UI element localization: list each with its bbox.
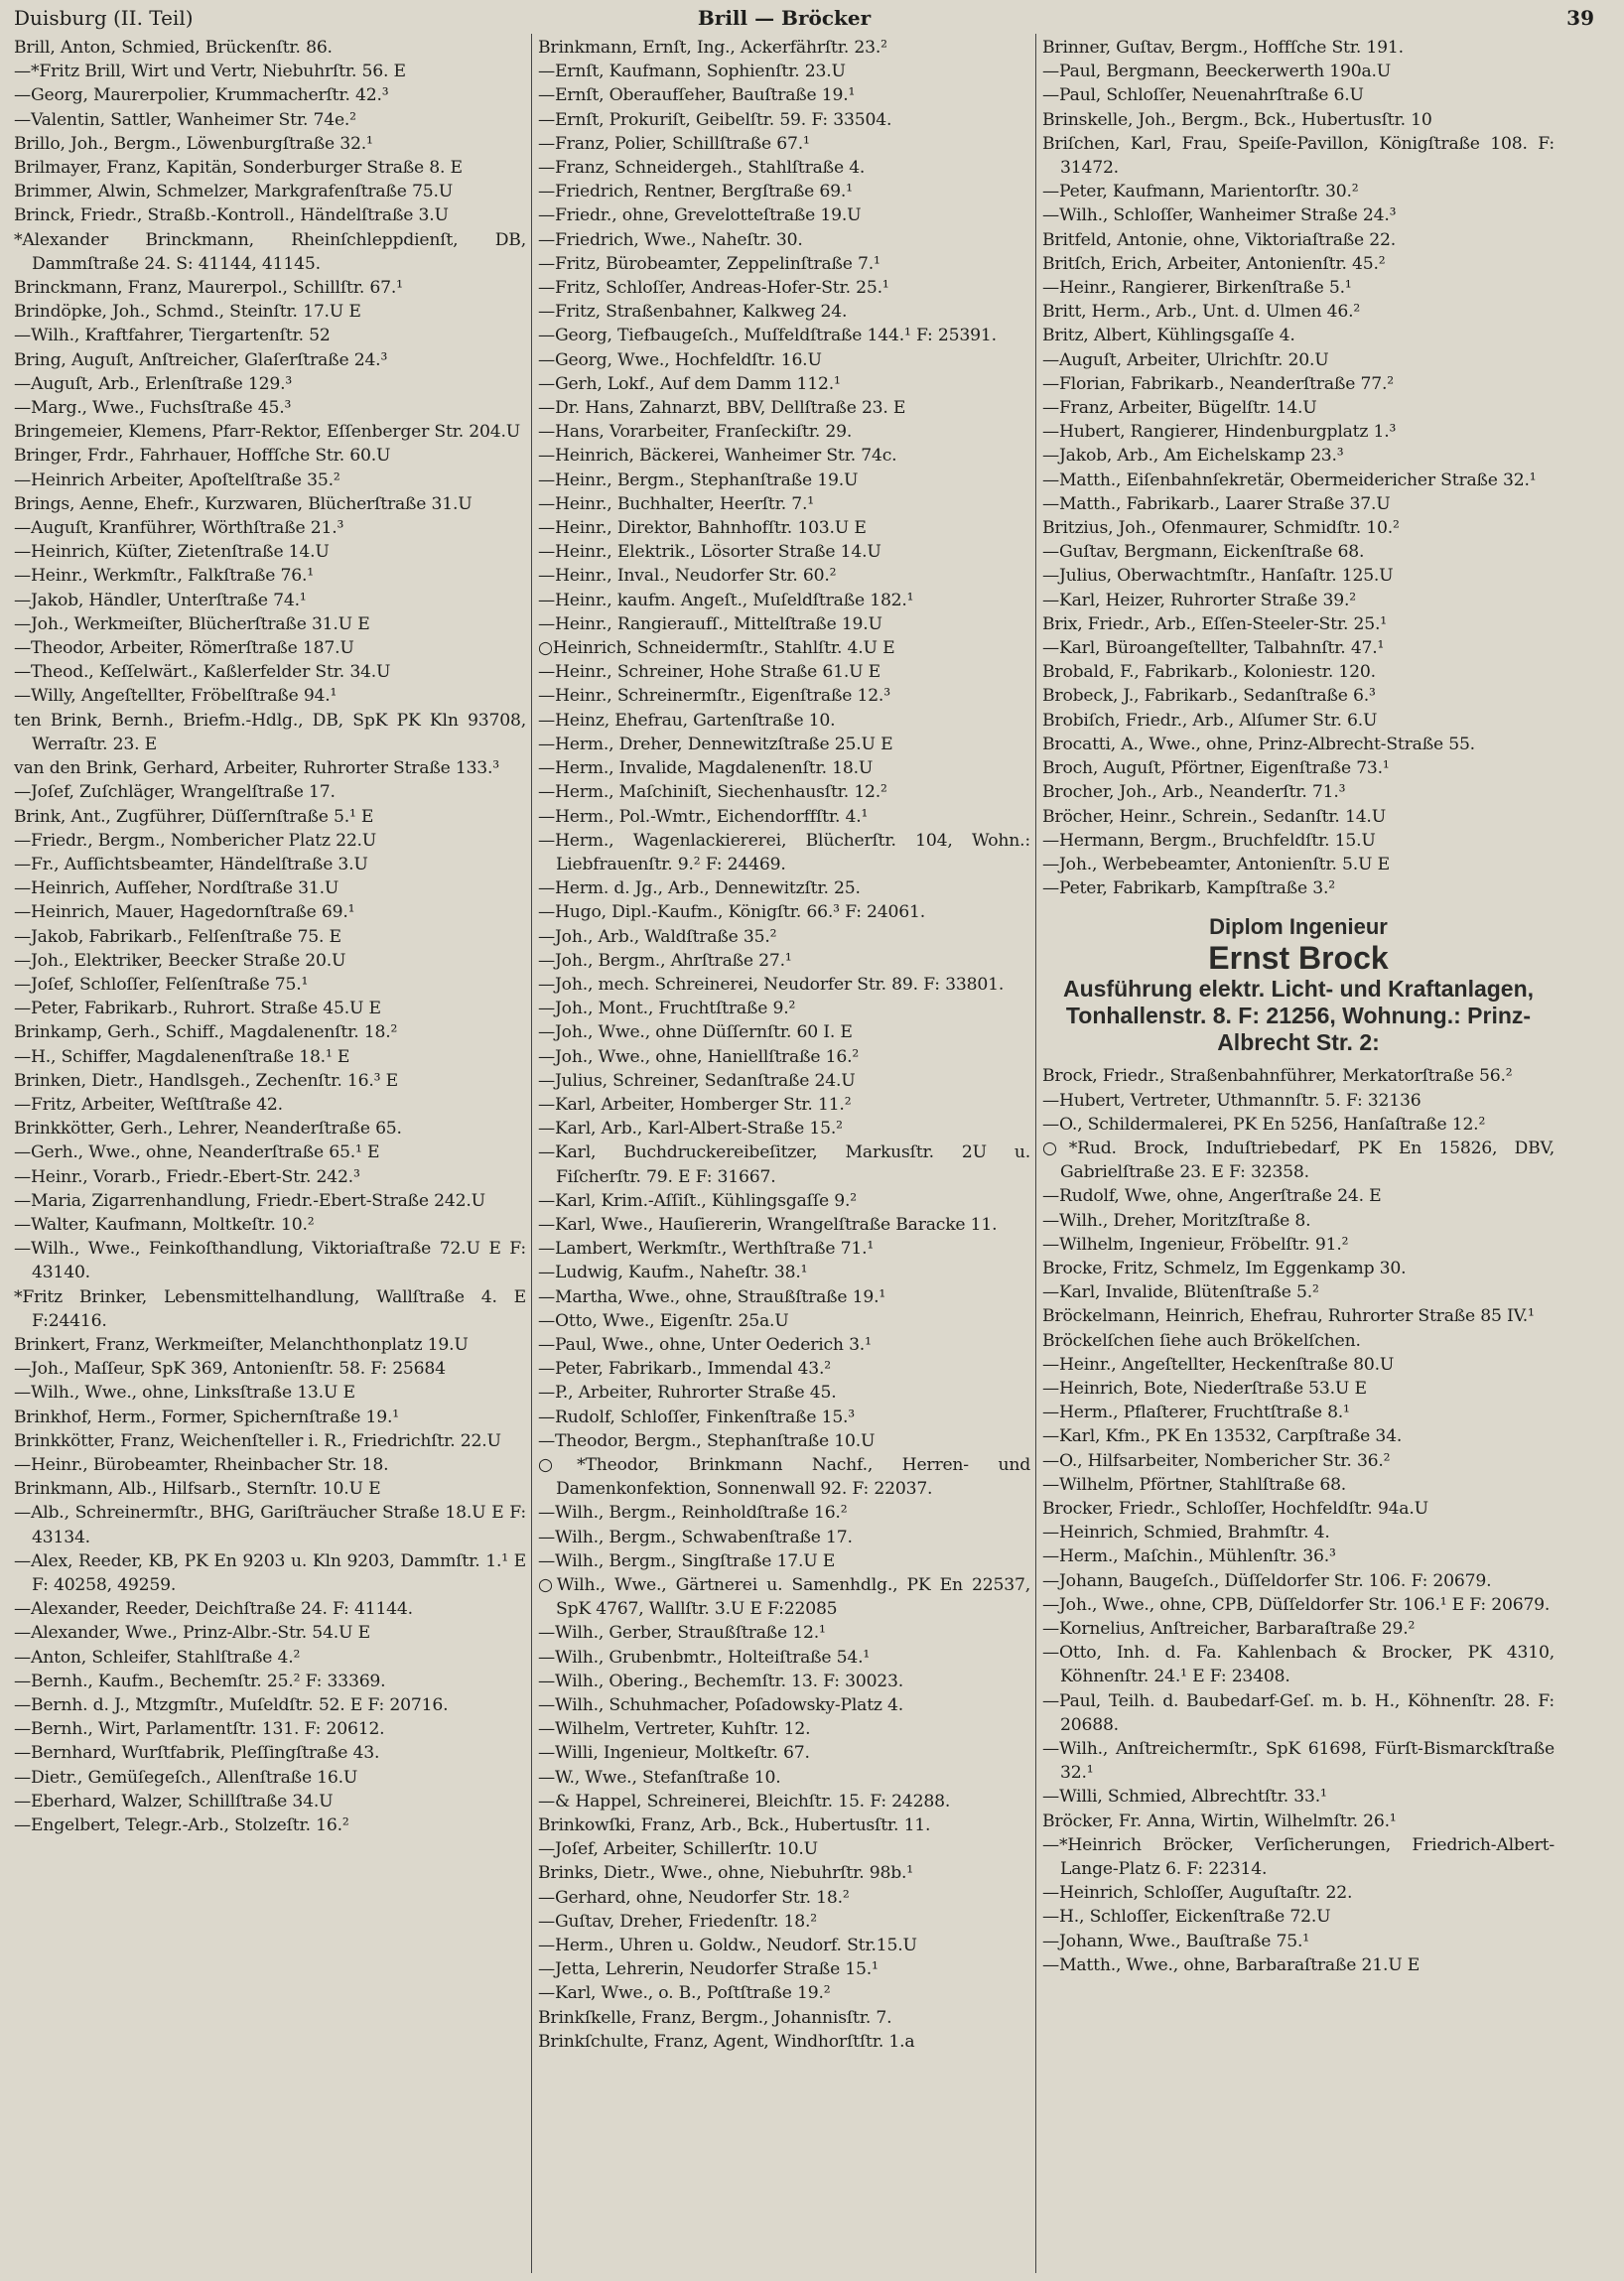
directory-entry: —Eberhard, Walzer, Schillſtraße 34.U xyxy=(14,1791,334,1811)
directory-entry: —Gerhard, ohne, Neudorfer Str. 18.² xyxy=(538,1887,850,1908)
directory-entry: —Herm., Pflaſterer, Fruchtſtraße 8.¹ xyxy=(1042,1403,1350,1423)
directory-entry: —Karl, Arbeiter, Homberger Str. 11.² xyxy=(538,1094,852,1115)
directory-entry: —Fritz, Straßenbahner, Kalkweg 24. xyxy=(538,302,848,323)
directory-entry: Brinkſchulte, Franz, Agent, Windhorſtſtr. 1.a xyxy=(538,2031,915,2052)
directory-entry: —Heinr., Schreiner, Hohe Straße 61.U E xyxy=(538,662,881,683)
ad-name: Ernst Brock xyxy=(1208,940,1389,977)
directory-entry: —Heinz, Ehefrau, Gartenſtraße 10. xyxy=(538,710,836,731)
directory-entry: —Heinr., Rangierer, Birkenſtraße 5.¹ xyxy=(1042,278,1352,299)
directory-entry: Brix, Friedr., Arb., Eſſen-Steeler-Str. 25.¹ xyxy=(1042,613,1387,634)
directory-entry: —Heinr., Rangieraufſ., Mittelſtraße 19.U xyxy=(538,613,882,634)
directory-entry: Brings, Aenne, Ehefr., Kurzwaren, Blücherſtraße 31.U xyxy=(14,493,473,514)
directory-entry: —Willi, Ingenieur, Moltkeſtr. 67. xyxy=(538,1743,810,1764)
directory-entry: Brocker, Friedr., Schloſſer, Hochfeldſtr. 94a.U xyxy=(1042,1498,1428,1519)
directory-entry: —Wilh., Schuhmacher, Poſadowsky-Platz 4. xyxy=(538,1695,904,1716)
directory-entry: —Herm., Maſchiniſt, Siechenhausſtr. 12.² xyxy=(538,782,887,803)
directory-entry: —Heinrich, Schmied, Brahmſtr. 4. xyxy=(1042,1523,1330,1543)
directory-entry: —Fritz, Arbeiter, Weſtſtraße 42. xyxy=(14,1094,283,1115)
directory-entry: —Heinrich, Aufſeher, Nordſtraße 31.U xyxy=(14,878,339,899)
directory-entry: Brinckmann, Franz, Maurerpol., Schillſtr. 67.¹ xyxy=(14,278,403,299)
directory-entry: Brinkſkelle, Franz, Bergm., Johannisſtr. 7. xyxy=(538,2007,892,2028)
directory-entry: —Heinrich, Bäckerei, Wanheimer Str. 74c. xyxy=(538,446,897,467)
directory-column-1 xyxy=(14,36,526,1837)
directory-entry: —Herm., Uhren u. Goldw., Neudorf. Str.15.U xyxy=(538,1936,917,1956)
directory-entry: —Hans, Vorarbeiter, Franſeckiſtr. 29. xyxy=(538,422,853,443)
directory-entry: —Heinrich, Küſter, Zietenſtraße 14.U xyxy=(14,542,330,563)
directory-entry: —Wilh., Bergm., Reinholdſtraße 16.² xyxy=(538,1503,848,1524)
directory-entry: Brinkowſki, Franz, Arb., Bck., Hubertusſtr. 11. xyxy=(538,1815,931,1836)
directory-entry: Bröcker, Fr. Anna, Wirtin, Wilhelmſtr. 26.¹ xyxy=(1042,1811,1397,1831)
directory-entry: —Bernh., Wirt, Parlamentſtr. 131. F: 20612. xyxy=(14,1719,385,1740)
directory-entry: Brinks, Dietr., Wwe., ohne, Niebuhrſtr. 98b.¹ xyxy=(538,1863,913,1884)
directory-entry: —Gerh., Wwe., ohne, Neanderſtraße 65.¹ E xyxy=(14,1142,380,1163)
directory-column-3 xyxy=(1042,36,1555,1977)
directory-entry: —Joh., Bergm., Ahrſtraße 27.¹ xyxy=(538,950,792,971)
directory-entry: Brocatti, A., Wwe., ohne, Prinz-Albrecht-Straße 55. xyxy=(1042,734,1475,754)
directory-entry: Brinkmann, Alb., Hilfsarb., Sternſtr. 10.U E xyxy=(14,1479,381,1500)
directory-entry: Brimmer, Alwin, Schmelzer, Markgrafenſtraße 75.U xyxy=(14,182,454,202)
directory-entry: —Theodor, Arbeiter, Römerſtraße 187.U xyxy=(14,638,354,659)
directory-entry: Britt, Herm., Arb., Unt. d. Ulmen 46.² xyxy=(1042,302,1361,323)
directory-entry: —Julius, Oberwachtmſtr., Hanſaſtr. 125.U xyxy=(1042,566,1394,587)
directory-entry: Bröcher, Heinr., Schrein., Sedanſtr. 14.U xyxy=(1042,806,1386,827)
directory-entry: —Georg, Maurerpolier, Krummacherſtr. 42.³ xyxy=(14,85,389,106)
directory-entry: —Heinr., Buchhalter, Heerſtr. 7.¹ xyxy=(538,493,814,514)
directory-entry: —Peter, Fabrikarb., Immendal 43.² xyxy=(538,1359,831,1380)
directory-entry: —Karl, Krim.-Aſſiſt., Kühlingsgaſſe 9.² xyxy=(538,1190,857,1211)
directory-entry: —O., Schildermalerei, PK En 5256, Hanſaſtraße 12.² xyxy=(1042,1114,1486,1135)
directory-entry: —Joh., Arb., Waldſtraße 35.² xyxy=(538,926,777,947)
directory-entry: —Wilhelm, Ingenieur, Fröbelſtr. 91.² xyxy=(1042,1234,1349,1255)
directory-entry: —Wilh., Schloſſer, Wanheimer Straße 24.³ xyxy=(1042,205,1397,226)
directory-entry: —Georg, Wwe., Hochfeldſtr. 16.U xyxy=(538,349,822,370)
directory-entry: —Karl, Wwe., o. B., Poſtſtraße 19.² xyxy=(538,1983,831,2004)
directory-entry: —Karl, Buchdruckereibeſitzer, Markusſtr. 2U u. Fiſcherſtr. 79. E F: 31667. xyxy=(538,1142,1030,1187)
directory-entry: —Martha, Wwe., ohne, Straußſtraße 19.¹ xyxy=(538,1286,886,1307)
directory-entry: *Alexander Brinckmann, Rheinſchleppdienſt, DB, Dammſtraße 24. S: 41144, 41145. xyxy=(14,229,526,274)
column-divider xyxy=(1035,34,1036,2273)
directory-entry: —H., Schloſſer, Eickenſtraße 72.U xyxy=(1042,1907,1331,1928)
directory-entry: —Wilh., Obering., Bechemſtr. 13. F: 30023. xyxy=(538,1671,904,1691)
directory-column-2 xyxy=(538,36,1030,2054)
directory-entry: —Anton, Schleifer, Stahlſtraße 4.² xyxy=(14,1647,301,1668)
directory-entry: —Wilh., Bergm., Schwabenſtraße 17. xyxy=(538,1527,853,1547)
directory-entry: —Herm., Dreher, Dennewitzſtraße 25.U E xyxy=(538,734,893,754)
directory-entry: Brobald, F., Fabrikarb., Koloniestr. 120. xyxy=(1042,662,1376,683)
directory-entry: Brobeck, J., Fabrikarb., Sedanſtraße 6.³ xyxy=(1042,686,1376,707)
directory-entry: —Joh., Wwe., ohne Düſſernſtr. 60 I. E xyxy=(538,1022,853,1043)
directory-entry: —Jakob, Händler, Unterſtraße 74.¹ xyxy=(14,590,307,610)
directory-entry: —Herm., Pol.-Wmtr., Eichendorffſtr. 4.¹ xyxy=(538,806,869,827)
directory-entry: Broch, Auguſt, Pförtner, Eigenſtraße 73.¹ xyxy=(1042,758,1390,779)
directory-entry: —P., Arbeiter, Ruhrorter Straße 45. xyxy=(538,1383,837,1404)
directory-entry: Brillo, Joh., Bergm., Löwenburgſtraße 32.¹ xyxy=(14,133,373,154)
directory-entry: —Wilh., Gerber, Straußſtraße 12.¹ xyxy=(538,1623,826,1644)
directory-entry: —Jakob, Arb., Am Eichelskamp 23.³ xyxy=(1042,446,1344,467)
directory-entry: Britſch, Erich, Arbeiter, Antonienſtr. 45.² xyxy=(1042,253,1386,274)
directory-entry: —Friedrich, Rentner, Bergſtraße 69.¹ xyxy=(538,182,853,202)
directory-entry: Bring, Auguſt, Anſtreicher, Glaſerſtraße 24.³ xyxy=(14,349,388,370)
ad-body: Ausführung elektr. Licht- und Kraftanlagen, Tonhallenstr. 8. F: 21256, Wohnung.: Prinz-Albrecht Str. 2: xyxy=(1062,976,1535,1056)
directory-entry: —Friedr., Bergm., Nombericher Platz 22.U xyxy=(14,830,377,851)
directory-entry: —Karl, Invalide, Blütenſtraße 5.² xyxy=(1042,1282,1319,1303)
directory-entry: —Hermann, Bergm., Bruchfeldſtr. 15.U xyxy=(1042,830,1376,851)
directory-entry: —Heinr., Vorarb., Friedr.-Ebert-Str. 242.³ xyxy=(14,1166,360,1187)
directory-entry: —Ernſt, Oberaufſeher, Bauſtraße 19.¹ xyxy=(538,85,856,106)
directory-entry: Brock, Friedr., Straßenbahnführer, Merkatorſtraße 56.² xyxy=(1042,1066,1513,1087)
directory-entry: Brill, Anton, Schmied, Brückenſtr. 86. xyxy=(14,38,333,58)
directory-entry: —H., Schiffer, Magdalenenſtraße 18.¹ E xyxy=(14,1046,350,1067)
directory-entry: —Heinrich, Mauer, Hagedornſtraße 69.¹ xyxy=(14,902,355,923)
directory-entry: Brocher, Joh., Arb., Neanderſtr. 71.³ xyxy=(1042,782,1346,803)
running-head-range: Brill — Bröcker xyxy=(697,6,872,30)
directory-entry: —Auguſt, Arb., Erlenſtraße 129.³ xyxy=(14,373,293,394)
directory-entry: Britz, Albert, Kühlingsgaſſe 4. xyxy=(1042,326,1295,346)
directory-entry: ten Brink, Bernh., Briefm.-Hdlg., DB, SpK PK Kln 93708, Werraſtr. 23. E xyxy=(14,710,526,754)
directory-entry: —Karl, Arb., Karl-Albert-Straße 15.² xyxy=(538,1119,843,1140)
directory-entry: —Herm., Maſchin., Mühlenſtr. 36.³ xyxy=(1042,1546,1336,1567)
directory-entry: —Karl, Büroangeſtellter, Talbahnſtr. 47.¹ xyxy=(1042,638,1385,659)
directory-entry: —Joh., Maſſeur, SpK 369, Antonienſtr. 58. F: 25684 xyxy=(14,1359,446,1380)
directory-entry: —Friedr., ohne, Grevelotteſtraße 19.U xyxy=(538,205,862,226)
directory-entry: —Guſtav, Bergmann, Eickenſtraße 68. xyxy=(1042,542,1365,563)
directory-entry: Brinner, Guſtav, Bergm., Hoffſche Str. 191. xyxy=(1042,38,1404,58)
directory-entry: Brink, Ant., Zugführer, Düſſernſtraße 5.¹ E xyxy=(14,806,374,827)
directory-entry: —& Happel, Schreinerei, Bleichſtr. 15. F: 24288. xyxy=(538,1791,951,1811)
directory-entry: —Herm. d. Jg., Arb., Dennewitzſtr. 25. xyxy=(538,878,861,899)
directory-entry: van den Brink, Gerhard, Arbeiter, Ruhrorter Straße 133.³ xyxy=(14,758,499,779)
directory-entry: —Georg, Tiefbaugeſch., Muſfeldſtraße 144.¹ F: 25391. xyxy=(538,326,997,346)
directory-entry: Brinkhof, Herm., Former, Spichernſtraße 19.¹ xyxy=(14,1407,399,1427)
directory-entry: —Jakob, Fabrikarb., Felſenſtraße 75. E xyxy=(14,926,341,947)
directory-entry: —Otto, Inh. d. Fa. Kahlenbach & Brocker, PK 4310, Köhnenſtr. 24.¹ E F: 23408. xyxy=(1042,1643,1555,1687)
directory-entry: Brinkamp, Gerh., Schiff., Magdalenenſtr. 18.² xyxy=(14,1022,398,1043)
directory-entry: —Paul, Bergmann, Beeckerwerth 190a.U xyxy=(1042,62,1392,82)
directory-entry: —Franz, Schneidergeh., Stahlſtraße 4. xyxy=(538,158,866,179)
directory-entry: Bringer, Frdr., Fahrhauer, Hoffſche Str. 60.U xyxy=(14,446,391,467)
directory-entry: —Heinrich Arbeiter, Apoſtelſtraße 35.² xyxy=(14,470,340,490)
directory-entry: —Karl, Heizer, Ruhrorter Straße 39.² xyxy=(1042,590,1356,610)
directory-entry: —Ludwig, Kaufm., Naheſtr. 38.¹ xyxy=(538,1263,808,1283)
directory-entry: —Guſtav, Dreher, Friedenſtr. 18.² xyxy=(538,1911,817,1932)
directory-entry: —Theod., Keſſelwärt., Kaßlerfelder Str. 34.U xyxy=(14,662,391,683)
directory-entry: —Hugo, Dipl.-Kaufm., Königſtr. 66.³ F: 24061. xyxy=(538,902,925,923)
directory-entry: —Joſef, Schloſſer, Felſenſtraße 75.¹ xyxy=(14,974,309,995)
directory-entry: —Joſef, Zuſchläger, Wrangelſtraße 17. xyxy=(14,782,336,803)
directory-entry: Brinken, Dietr., Handlsgeh., Zechenſtr. 16.³ E xyxy=(14,1070,398,1091)
directory-entry: —Heinr., Schreinermſtr., Eigenſtraße 12.³ xyxy=(538,686,890,707)
directory-entry: —Rudolf, Wwe, ohne, Angerſtraße 24. E xyxy=(1042,1186,1382,1207)
directory-entry: —O., Hilfsarbeiter, Nombericher Str. 36.² xyxy=(1042,1450,1391,1471)
directory-entry: Britzius, Joh., Ofenmaurer, Schmidſtr. 10.² xyxy=(1042,518,1400,539)
directory-entry: —Wilh., Bergm., Singſtraße 17.U E xyxy=(538,1550,836,1571)
directory-entry: Bröckelſchen ſiehe auch Brökelſchen. xyxy=(1042,1330,1361,1351)
directory-entry: —Matth., Eiſenbahnſekretär, Obermeidericher Straße 32.¹ xyxy=(1042,470,1537,490)
directory-entry: —Walter, Kaufmann, Moltkeſtr. 10.² xyxy=(14,1214,315,1235)
directory-entry: —Paul, Wwe., ohne, Unter Oederich 3.¹ xyxy=(538,1334,872,1355)
directory-entry: —Joh., Wwe., ohne, CPB, Düſſeldorfer Str. 106.¹ E F: 20679. xyxy=(1042,1594,1551,1615)
directory-entry: Brinskelle, Joh., Bergm., Bck., Hubertusſtr. 10 xyxy=(1042,109,1432,130)
directory-entry: —Heinr., Bürobeamter, Rheinbacher Str. 18. xyxy=(14,1454,389,1475)
directory-entry: Britfeld, Antonie, ohne, Viktoriaſtraße 22. xyxy=(1042,229,1397,250)
directory-entry: —Lambert, Werkmſtr., Werthſtraße 71.¹ xyxy=(538,1239,875,1260)
directory-entry: —Franz, Polier, Schillſtraße 67.¹ xyxy=(538,133,810,154)
directory-entry: Brinkmann, Ernſt, Ing., Ackerfährſtr. 23.² xyxy=(538,38,887,58)
directory-entry: Brinck, Friedr., Straßb.-Kontroll., Händelſtraße 3.U xyxy=(14,205,449,226)
directory-entry: —Ernſt, Kaufmann, Sophienſtr. 23.U xyxy=(538,62,846,82)
directory-entry: —Otto, Wwe., Eigenſtr. 25a.U xyxy=(538,1310,789,1331)
directory-entry: —Rudolf, Schloſſer, Finkenſtraße 15.³ xyxy=(538,1407,856,1427)
directory-entry: —Fritz, Bürobeamter, Zeppelinſtraße 7.¹ xyxy=(538,253,880,274)
directory-entry: —Karl, Wwe., Hauſiererin, Wrangelſtraße Baracke 11. xyxy=(538,1214,998,1235)
directory-entry: —Wilh., Kraftfahrer, Tiergartenſtr. 52 xyxy=(14,326,331,346)
page-header xyxy=(14,4,1594,34)
directory-entry: —Heinr., kaufm. Angeſt., Muſeldſtraße 182.¹ xyxy=(538,590,914,610)
directory-entry: —Valentin, Sattler, Wanheimer Str. 74e.² xyxy=(14,109,356,130)
directory-entry: —Hubert, Rangierer, Hindenburgplatz 1.³ xyxy=(1042,422,1397,443)
directory-entry: ○Wilh., Wwe., Gärtnerei u. Samenhdlg., PK En 22537, SpK 4767, Wallſtr. 3.U E F:22085 xyxy=(538,1575,1030,1620)
directory-entry: —Paul, Schloſſer, Neuenahrſtraße 6.U xyxy=(1042,85,1364,106)
directory-entry: —Joh., Mont., Fruchtſtraße 9.² xyxy=(538,999,796,1019)
directory-entry: —Heinrich, Schloſſer, Auguſtaſtr. 22. xyxy=(1042,1883,1353,1904)
directory-entry: Brinkert, Franz, Werkmeiſter, Melanchthonplatz 19.U xyxy=(14,1334,469,1355)
directory-entry: —Heinr., Direktor, Bahnhofſtr. 103.U E xyxy=(538,518,867,539)
directory-entry: —Paul, Teilh. d. Baubedarf-Geſ. m. b. H., Köhnenſtr. 28. F: 20688. xyxy=(1042,1690,1555,1735)
directory-entry: —Alexander, Reeder, Deichſtraße 24. F: 41144. xyxy=(14,1599,413,1620)
column-3-entries-top xyxy=(1042,36,1555,900)
column-divider xyxy=(531,34,532,2273)
directory-entry: —Wilh., Wwe., ohne, Linksſtraße 13.U E xyxy=(14,1383,355,1404)
directory-entry: —Friedrich, Wwe., Naheſtr. 30. xyxy=(538,229,803,250)
directory-entry: —Fritz, Schloſſer, Andreas-Hofer-Str. 25.¹ xyxy=(538,278,889,299)
directory-entry: —Julius, Schreiner, Sedanſtraße 24.U xyxy=(538,1070,856,1091)
directory-entry: —Herm., Wagenlackiererei, Blücherſtr. 104, Wohn.: Liebfrauenſtr. 9.² F: 24469. xyxy=(538,830,1030,874)
page-number: 39 xyxy=(1566,6,1594,30)
directory-entry: —Engelbert, Telegr.-Arb., Stolzeſtr. 16.² xyxy=(14,1815,349,1836)
directory-entry: —Joh., Werbebeamter, Antonienſtr. 5.U E xyxy=(1042,854,1390,874)
directory-entry: —Herm., Invalide, Magdalenenſtr. 18.U xyxy=(538,758,874,779)
directory-entry: —Joſef, Arbeiter, Schillerſtr. 10.U xyxy=(538,1839,818,1860)
directory-entry: —Wilh., Dreher, Moritzſtraße 8. xyxy=(1042,1210,1311,1231)
directory-entry: —Franz, Arbeiter, Bügelſtr. 14.U xyxy=(1042,398,1317,419)
directory-entry: —Wilh., Wwe., Feinkoſthandlung, Viktoriaſtraße 72.U E F: 43140. xyxy=(14,1239,526,1283)
directory-entry: —Heinr., Werkmſtr., Falkſtraße 76.¹ xyxy=(14,566,314,587)
directory-entry: Brilmayer, Franz, Kapitän, Sonderburger Straße 8. E xyxy=(14,158,463,179)
directory-entry: —Dietr., Gemüſegeſch., Allenſtraße 16.U xyxy=(14,1767,358,1788)
directory-entry: —Wilhelm, Pförtner, Stahlſtraße 68. xyxy=(1042,1474,1347,1495)
directory-entry: —*Heinrich Bröcker, Verſicherungen, Friedrich-Albert-Lange-Platz 6. F: 22314. xyxy=(1042,1834,1555,1880)
directory-entry: —Heinr., Angeſtellter, Heckenſtraße 80.U xyxy=(1042,1354,1395,1375)
column-3-entries-bottom xyxy=(1042,1064,1555,1977)
directory-entry: —Kornelius, Anſtreicher, Barbaraſtraße 29.² xyxy=(1042,1618,1416,1639)
directory-entry: —Fr., Aufſichtsbeamter, Händelſtraße 3.U xyxy=(14,854,368,874)
directory-entry: —Auguſt, Arbeiter, Ulrichſtr. 20.U xyxy=(1042,349,1329,370)
directory-entry: —Johann, Wwe., Bauſtraße 75.¹ xyxy=(1042,1931,1309,1951)
directory-entry: —Willy, Angeſtellter, Fröbelſtraße 94.¹ xyxy=(14,686,338,707)
directory-entry: —W., Wwe., Stefanſtraße 10. xyxy=(538,1767,781,1788)
directory-entry: —Joh., Elektriker, Beecker Straße 20.U xyxy=(14,950,346,971)
directory-entry: —Joh., mech. Schreinerei, Neudorfer Str. 89. F: 33801. xyxy=(538,974,1005,995)
directory-entry: Bringemeier, Klemens, Pfarr-Rektor, Eſſenberger Str. 204.U xyxy=(14,422,521,443)
directory-entry: —Wilh., Grubenbmtr., Holteiſtraße 54.¹ xyxy=(538,1647,871,1668)
directory-entry: —Peter, Kaufmann, Marientorſtr. 30.² xyxy=(1042,182,1359,202)
directory-entry: —Hubert, Vertreter, Uthmannſtr. 5. F: 32136 xyxy=(1042,1090,1421,1111)
directory-entry: —Jetta, Lehrerin, Neudorfer Straße 15.¹ xyxy=(538,1959,879,1980)
directory-entry: ○*Theodor, Brinkmann Nachf., Herren- und Damenkonfektion, Sonnenwall 92. F: 22037. xyxy=(538,1454,1030,1500)
directory-entry: —Karl, Kfm., PK En 13532, Carpſtraße 34. xyxy=(1042,1426,1403,1447)
directory-entry: —Willi, Schmied, Albrechtſtr. 33.¹ xyxy=(1042,1787,1327,1808)
directory-entry: —Theodor, Bergm., Stephanſtraße 10.U xyxy=(538,1430,876,1451)
directory-entry: —Alb., Schreinermſtr., BHG, Gariſträucher Straße 18.U E F: 43134. xyxy=(14,1503,526,1547)
directory-entry: —Florian, Fabrikarb., Neanderſtraße 77.² xyxy=(1042,373,1394,394)
directory-entry: —Bernh. d. J., Mtzgmſtr., Muſeldſtr. 52. E F: 20716. xyxy=(14,1695,449,1716)
directory-entry: Brindöpke, Joh., Schmd., Steinſtr. 17.U E xyxy=(14,302,361,323)
directory-entry: —Joh., Werkmeiſter, Blücherſtraße 31.U E xyxy=(14,613,370,634)
directory-entry: —Heinr., Bergm., Stephanſtraße 19.U xyxy=(538,470,859,490)
directory-entry: —Matth., Wwe., ohne, Barbaraſtraße 21.U E xyxy=(1042,1954,1421,1975)
directory-entry: Brocke, Fritz, Schmelz, Im Eggenkamp 30. xyxy=(1042,1258,1407,1278)
directory-entry: —Alex, Reeder, KB, PK En 9203 u. Kln 9203, Dammſtr. 1.¹ E F: 40258, 49259. xyxy=(14,1550,526,1595)
directory-entry: —Wilh., Anſtreichermſtr., SpK 61698, Fürſt-Bismarckſtraße 32.¹ xyxy=(1042,1739,1555,1784)
directory-entry: —Peter, Fabrikarb, Kampſtraße 3.² xyxy=(1042,878,1335,899)
directory-entry: Brinkkötter, Gerh., Lehrer, Neanderſtraße 65. xyxy=(14,1119,402,1140)
directory-entry: —*Fritz Brill, Wirt und Vertr, Niebuhrſtr. 56. E xyxy=(14,62,406,82)
directory-entry: —Peter, Fabrikarb., Ruhrort. Straße 45.U E xyxy=(14,999,381,1019)
ad-title: Diplom Ingenieur xyxy=(1209,914,1388,940)
directory-entry: —Bernh., Kaufm., Bechemſtr. 25.² F: 33369. xyxy=(14,1671,386,1691)
directory-entry: —Ernſt, Prokuriſt, Geibelſtr. 59. F: 33504. xyxy=(538,109,892,130)
directory-entry: —Heinr., Inval., Neudorfer Str. 60.² xyxy=(538,566,837,587)
directory-entry: —Gerh, Lokf., Auf dem Damm 112.¹ xyxy=(538,373,841,394)
directory-entry: —Wilhelm, Vertreter, Kuhſtr. 12. xyxy=(538,1719,811,1740)
directory-entry: —Auguſt, Kranführer, Wörthſtraße 21.³ xyxy=(14,518,344,539)
directory-entry: Briſchen, Karl, Frau, Speiſe-Pavillon, Königſtraße 108. F: 31472. xyxy=(1042,133,1555,179)
advertisement-ernst-brock xyxy=(1042,914,1555,1056)
directory-entry: Bröckelmann, Heinrich, Ehefrau, Ruhrorter Straße 85 IV.¹ xyxy=(1042,1306,1535,1327)
directory-entry: —Joh., Wwe., ohne, Haniellſtraße 16.² xyxy=(538,1046,860,1067)
directory-entry: ○Heinrich, Schneidermſtr., Stahlſtr. 4.U E xyxy=(538,638,895,659)
directory-entry: —Dr. Hans, Zahnarzt, BBV, Dellſtraße 23. E xyxy=(538,398,906,419)
directory-entry: Brinkkötter, Franz, Weichenſteller i. R., Friedrichſtr. 22.U xyxy=(14,1430,501,1451)
directory-entry: —Johann, Baugeſch., Düſſeldorfer Str. 106. F: 20679. xyxy=(1042,1570,1492,1591)
directory-entry: —Heinr., Elektrik., Lösorter Straße 14.U xyxy=(538,542,881,563)
directory-entry: —Bernhard, Wurſtfabrik, Pleſſingſtraße 43. xyxy=(14,1743,380,1764)
directory-entry: ○*Rud. Brock, Induſtriebedarf, PK En 15826, DBV, Gabrielſtraße 23. E F: 32358. xyxy=(1042,1138,1555,1183)
directory-entry: —Matth., Fabrikarb., Laarer Straße 37.U xyxy=(1042,493,1391,514)
directory-entry: —Maria, Zigarrenhandlung, Friedr.-Ebert-Straße 242.U xyxy=(14,1190,485,1211)
running-head-city: Duisburg (II. Teil) xyxy=(14,6,194,30)
directory-entry: Brobiſch, Friedr., Arb., Alſumer Str. 6.U xyxy=(1042,710,1378,731)
directory-entry: *Fritz Brinker, Lebensmittelhandlung, Wallſtraße 4. E F:24416. xyxy=(14,1286,526,1331)
directory-entry: —Marg., Wwe., Fuchsſtraße 45.³ xyxy=(14,398,292,419)
directory-entry: —Alexander, Wwe., Prinz-Albr.-Str. 54.U E xyxy=(14,1623,370,1644)
directory-entry: —Heinrich, Bote, Niederſtraße 53.U E xyxy=(1042,1378,1367,1399)
